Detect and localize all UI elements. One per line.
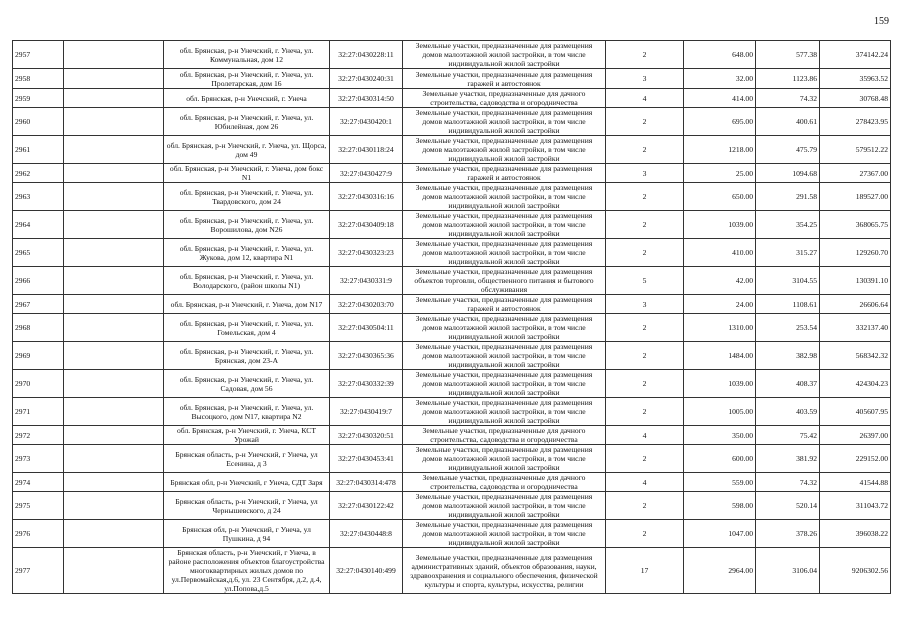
cadastral-value-cell: 374142.24 [820, 41, 891, 69]
row-number: 2976 [13, 520, 64, 548]
address-cell: обл. Брянская, р-н Унечский, г. Унеча, ул. Брянская, дом 23-А [164, 342, 330, 370]
area-cell: 1484.00 [684, 342, 756, 370]
land-use-cell: Земельные участки, предназначенные для размещения домов малоэтажной жилой застройки, в том числе индивидуальной жилой застройки [403, 314, 606, 342]
group-cell: 2 [606, 520, 684, 548]
row-number: 2967 [13, 295, 64, 314]
group-cell: 4 [606, 426, 684, 445]
land-use-cell: Земельные участки, предназначенные для дачного строительства, садоводства и огородничества [403, 473, 606, 492]
group-cell: 3 [606, 295, 684, 314]
empty-cell [64, 164, 164, 183]
specific-value-cell: 253.54 [756, 314, 820, 342]
table-row [13, 69, 891, 89]
empty-cell [64, 239, 164, 267]
cadastral-number-cell: 32:27:0430314:478 [330, 473, 403, 492]
address-cell: обл. Брянская, р-н Унечский, г. Унеча, ул. Жукова, дом 12, квартира N1 [164, 239, 330, 267]
address-cell: обл. Брянская, р-н Унечский, г. Унеча, КСТ Урожай [164, 426, 330, 445]
empty-cell [64, 473, 164, 492]
cadastral-number-cell: 32:27:0430331:9 [330, 267, 403, 295]
address-cell: Брянская область, р-н Унечский, г Унеча, в районе расположения объектов благоустройства многоквартирных жилых домов по ул.Первомайская,д.6, ул. 23 Сентября, д.2, д.4, ул.Попова,д.5 [164, 548, 330, 594]
cadastral-number-cell: 32:27:0430240:31 [330, 69, 403, 89]
cadastral-number-cell: 32:27:0430323:23 [330, 239, 403, 267]
land-use-cell: Земельные участки, предназначенные для размещения домов малоэтажной жилой застройки, в том числе индивидуальной жилой застройки [403, 136, 606, 164]
cadastral-number-cell: 32:27:0430332:39 [330, 370, 403, 398]
group-cell: 4 [606, 89, 684, 108]
row-number: 2963 [13, 183, 64, 211]
table-row [13, 183, 891, 211]
land-use-cell: Земельные участки, предназначенные для размещения домов малоэтажной жилой застройки, в том числе индивидуальной жилой застройки [403, 445, 606, 473]
empty-cell [64, 295, 164, 314]
land-use-cell: Земельные участки, предназначенные для размещения домов малоэтажной жилой застройки, в том числе индивидуальной жилой застройки [403, 492, 606, 520]
address-cell: обл. Брянская, р-н Унечский, г. Унеча, ул. Высоцкого, дом N17, квартира N2 [164, 398, 330, 426]
specific-value-cell: 1108.61 [756, 295, 820, 314]
address-cell: Брянская обл, р-н Унечский, г Унеча, СДТ Заря [164, 473, 330, 492]
table-row [13, 41, 891, 69]
specific-value-cell: 3104.55 [756, 267, 820, 295]
group-cell: 2 [606, 342, 684, 370]
table-row [13, 520, 891, 548]
row-number: 2968 [13, 314, 64, 342]
group-cell: 2 [606, 183, 684, 211]
group-cell: 2 [606, 398, 684, 426]
specific-value-cell: 75.42 [756, 426, 820, 445]
group-cell: 2 [606, 211, 684, 239]
area-cell: 350.00 [684, 426, 756, 445]
table-row [13, 492, 891, 520]
cadastral-number-cell: 32:27:0430365:36 [330, 342, 403, 370]
area-cell: 600.00 [684, 445, 756, 473]
row-number: 2969 [13, 342, 64, 370]
land-use-cell: Земельные участки, предназначенные для дачного строительства, садоводства и огородничества [403, 426, 606, 445]
page-number: 159 [874, 16, 889, 27]
specific-value-cell: 520.14 [756, 492, 820, 520]
specific-value-cell: 74.32 [756, 473, 820, 492]
address-cell: Брянская область, р-н Унечский, г Унеча, ул Есенина, д 3 [164, 445, 330, 473]
group-cell: 4 [606, 473, 684, 492]
cadastral-value-cell: 27367.00 [820, 164, 891, 183]
row-number: 2965 [13, 239, 64, 267]
address-cell: обл. Брянская, р-н Унечский, г. Унеча, ул. Садовая, дом 56 [164, 370, 330, 398]
table-row [13, 108, 891, 136]
cadastral-number-cell: 32:27:0430448:8 [330, 520, 403, 548]
row-number: 2962 [13, 164, 64, 183]
area-cell: 42.00 [684, 267, 756, 295]
address-cell: обл. Брянская, р-н Унечский, г. Унеча, ул. Володарского, (район школы N1) [164, 267, 330, 295]
group-cell: 2 [606, 492, 684, 520]
area-cell: 648.00 [684, 41, 756, 69]
row-number: 2970 [13, 370, 64, 398]
row-number: 2966 [13, 267, 64, 295]
cadastral-number-cell: 32:27:0430504:11 [330, 314, 403, 342]
address-cell: обл. Брянская, р-н Унечский, г. Унеча, ул. Гомельская, дом 4 [164, 314, 330, 342]
specific-value-cell: 400.61 [756, 108, 820, 136]
empty-cell [64, 108, 164, 136]
table-row [13, 164, 891, 183]
row-number: 2977 [13, 548, 64, 594]
address-cell: обл. Брянская, р-н Унечский, г. Унеча, ул. Ворошилова, дом N26 [164, 211, 330, 239]
cadastral-value-cell: 311043.72 [820, 492, 891, 520]
row-number: 2973 [13, 445, 64, 473]
land-use-cell: Земельные участки, предназначенные для размещения административных зданий, объектов образования, науки, здравоохранения и социального обеспечения, физической культуры и спорта, культуры, искусства, религии [403, 548, 606, 594]
cadastral-value-cell: 396038.22 [820, 520, 891, 548]
group-cell: 2 [606, 136, 684, 164]
table-row [13, 211, 891, 239]
specific-value-cell: 1094.68 [756, 164, 820, 183]
area-cell: 1218.00 [684, 136, 756, 164]
empty-cell [64, 445, 164, 473]
specific-value-cell: 408.37 [756, 370, 820, 398]
group-cell: 2 [606, 445, 684, 473]
group-cell: 3 [606, 164, 684, 183]
cadastral-value-cell: 9206302.56 [820, 548, 891, 594]
empty-cell [64, 342, 164, 370]
cadastral-number-cell: 32:27:0430203:70 [330, 295, 403, 314]
empty-cell [64, 492, 164, 520]
empty-cell [64, 426, 164, 445]
address-cell: обл. Брянская, р-н Унечский, г. Унеча [164, 89, 330, 108]
group-cell: 2 [606, 370, 684, 398]
table-row [13, 295, 891, 314]
cadastral-value-cell: 424304.23 [820, 370, 891, 398]
cadastral-number-cell: 32:27:0430420:1 [330, 108, 403, 136]
empty-cell [64, 89, 164, 108]
empty-cell [64, 267, 164, 295]
group-cell: 3 [606, 69, 684, 89]
table-row [13, 370, 891, 398]
address-cell: Брянская область, р-н Унечский, г Унеча, ул Чернышевского, д 24 [164, 492, 330, 520]
cadastral-value-cell: 41544.88 [820, 473, 891, 492]
table-row [13, 398, 891, 426]
table-row [13, 473, 891, 492]
area-cell: 1047.00 [684, 520, 756, 548]
table-row [13, 136, 891, 164]
empty-cell [64, 548, 164, 594]
specific-value-cell: 378.26 [756, 520, 820, 548]
area-cell: 695.00 [684, 108, 756, 136]
empty-cell [64, 136, 164, 164]
land-use-cell: Земельные участки, предназначенные для размещения гаражей и автостоянок [403, 295, 606, 314]
row-number: 2959 [13, 89, 64, 108]
table-row [13, 267, 891, 295]
area-cell: 1039.00 [684, 370, 756, 398]
group-cell: 2 [606, 314, 684, 342]
cadastral-number-cell: 32:27:0430320:51 [330, 426, 403, 445]
address-cell: обл. Брянская, р-н Унечский, г. Унеча, ул. Юбилейная, дом 26 [164, 108, 330, 136]
empty-cell [64, 370, 164, 398]
empty-cell [64, 520, 164, 548]
cadastral-value-cell: 130391.10 [820, 267, 891, 295]
row-number: 2972 [13, 426, 64, 445]
land-use-cell: Земельные участки, предназначенные для размещения домов малоэтажной жилой застройки, в том числе индивидуальной жилой застройки [403, 239, 606, 267]
cadastral-number-cell: 32:27:0430453:41 [330, 445, 403, 473]
cadastral-value-cell: 568342.32 [820, 342, 891, 370]
row-number: 2964 [13, 211, 64, 239]
cadastral-value-table [12, 40, 891, 594]
cadastral-value-cell: 189527.00 [820, 183, 891, 211]
address-cell: обл. Брянская, р-н Унечский, г. Унеча, дом N17 [164, 295, 330, 314]
row-number: 2974 [13, 473, 64, 492]
row-number: 2957 [13, 41, 64, 69]
cadastral-number-cell: 32:27:0430122:42 [330, 492, 403, 520]
specific-value-cell: 354.25 [756, 211, 820, 239]
table-row [13, 426, 891, 445]
cadastral-number-cell: 32:27:0430140:499 [330, 548, 403, 594]
empty-cell [64, 314, 164, 342]
address-cell: обл. Брянская, р-н Унечский, г. Унеча, ул. Щорса, дом 49 [164, 136, 330, 164]
table-row [13, 89, 891, 108]
cadastral-value-cell: 26606.64 [820, 295, 891, 314]
specific-value-cell: 381.92 [756, 445, 820, 473]
cadastral-number-cell: 32:27:0430118:24 [330, 136, 403, 164]
specific-value-cell: 577.38 [756, 41, 820, 69]
area-cell: 1310.00 [684, 314, 756, 342]
area-cell: 650.00 [684, 183, 756, 211]
area-cell: 559.00 [684, 473, 756, 492]
specific-value-cell: 475.79 [756, 136, 820, 164]
row-number: 2961 [13, 136, 64, 164]
cadastral-value-cell: 368065.75 [820, 211, 891, 239]
address-cell: обл. Брянская, р-н Унечский, г. Унеча, дом бокс N1 [164, 164, 330, 183]
area-cell: 32.00 [684, 69, 756, 89]
area-cell: 24.00 [684, 295, 756, 314]
area-cell: 25.00 [684, 164, 756, 183]
specific-value-cell: 403.59 [756, 398, 820, 426]
group-cell: 2 [606, 108, 684, 136]
cadastral-value-cell: 332137.40 [820, 314, 891, 342]
group-cell: 17 [606, 548, 684, 594]
group-cell: 2 [606, 239, 684, 267]
address-cell: обл. Брянская, р-н Унечский, г. Унеча, ул. Пролетарская, дом 16 [164, 69, 330, 89]
table-row [13, 342, 891, 370]
row-number: 2975 [13, 492, 64, 520]
table-row [13, 314, 891, 342]
address-cell: обл. Брянская, р-н Унечский, г. Унеча, ул. Твардовского, дом 24 [164, 183, 330, 211]
specific-value-cell: 315.27 [756, 239, 820, 267]
cadastral-value-cell: 35963.52 [820, 69, 891, 89]
specific-value-cell: 382.98 [756, 342, 820, 370]
cadastral-value-cell: 278423.95 [820, 108, 891, 136]
land-use-cell: Земельные участки, предназначенные для размещения домов малоэтажной жилой застройки, в том числе индивидуальной жилой застройки [403, 520, 606, 548]
land-use-cell: Земельные участки, предназначенные для размещения объектов торговли, общественного питания и бытового обслуживания [403, 267, 606, 295]
land-use-cell: Земельные участки, предназначенные для размещения домов малоэтажной жилой застройки, в том числе индивидуальной жилой застройки [403, 342, 606, 370]
group-cell: 5 [606, 267, 684, 295]
land-use-cell: Земельные участки, предназначенные для размещения домов малоэтажной жилой застройки, в том числе индивидуальной жилой застройки [403, 370, 606, 398]
area-cell: 410.00 [684, 239, 756, 267]
cadastral-number-cell: 32:27:0430419:7 [330, 398, 403, 426]
cadastral-value-cell: 30768.48 [820, 89, 891, 108]
table-row [13, 548, 891, 594]
land-use-cell: Земельные участки, предназначенные для дачного строительства, садоводства и огородничества [403, 89, 606, 108]
address-cell: обл. Брянская, р-н Унечский, г. Унеча, ул. Коммунальная, дом 12 [164, 41, 330, 69]
land-use-cell: Земельные участки, предназначенные для размещения гаражей и автостоянок [403, 164, 606, 183]
land-use-cell: Земельные участки, предназначенные для размещения домов малоэтажной жилой застройки, в том числе индивидуальной жилой застройки [403, 398, 606, 426]
cadastral-number-cell: 32:27:0430409:18 [330, 211, 403, 239]
cadastral-number-cell: 32:27:0430427:9 [330, 164, 403, 183]
specific-value-cell: 74.32 [756, 89, 820, 108]
row-number: 2971 [13, 398, 64, 426]
empty-cell [64, 69, 164, 89]
cadastral-value-cell: 129260.70 [820, 239, 891, 267]
area-cell: 598.00 [684, 492, 756, 520]
area-cell: 414.00 [684, 89, 756, 108]
table-row [13, 239, 891, 267]
land-use-cell: Земельные участки, предназначенные для размещения домов малоэтажной жилой застройки, в том числе индивидуальной жилой застройки [403, 41, 606, 69]
specific-value-cell: 1123.86 [756, 69, 820, 89]
specific-value-cell: 291.58 [756, 183, 820, 211]
row-number: 2958 [13, 69, 64, 89]
cadastral-number-cell: 32:27:0430228:11 [330, 41, 403, 69]
group-cell: 2 [606, 41, 684, 69]
address-cell: Брянская обл, р-н Унечский, г Унеча, ул Пушкина, д 94 [164, 520, 330, 548]
empty-cell [64, 183, 164, 211]
area-cell: 1005.00 [684, 398, 756, 426]
cadastral-value-cell: 229152.00 [820, 445, 891, 473]
land-use-cell: Земельные участки, предназначенные для размещения домов малоэтажной жилой застройки, в том числе индивидуальной жилой застройки [403, 183, 606, 211]
land-use-cell: Земельные участки, предназначенные для размещения домов малоэтажной жилой застройки, в том числе индивидуальной жилой застройки [403, 211, 606, 239]
cadastral-value-cell: 26397.00 [820, 426, 891, 445]
table-row [13, 445, 891, 473]
empty-cell [64, 211, 164, 239]
cadastral-number-cell: 32:27:0430316:16 [330, 183, 403, 211]
land-use-cell: Земельные участки, предназначенные для размещения домов малоэтажной жилой застройки, в том числе индивидуальной жилой застройки [403, 108, 606, 136]
area-cell: 2964.00 [684, 548, 756, 594]
empty-cell [64, 398, 164, 426]
row-number: 2960 [13, 108, 64, 136]
empty-cell [64, 41, 164, 69]
cadastral-number-cell: 32:27:0430314:50 [330, 89, 403, 108]
land-use-cell: Земельные участки, предназначенные для размещения гаражей и автостоянок [403, 69, 606, 89]
cadastral-value-cell: 579512.22 [820, 136, 891, 164]
area-cell: 1039.00 [684, 211, 756, 239]
specific-value-cell: 3106.04 [756, 548, 820, 594]
cadastral-value-cell: 405607.95 [820, 398, 891, 426]
